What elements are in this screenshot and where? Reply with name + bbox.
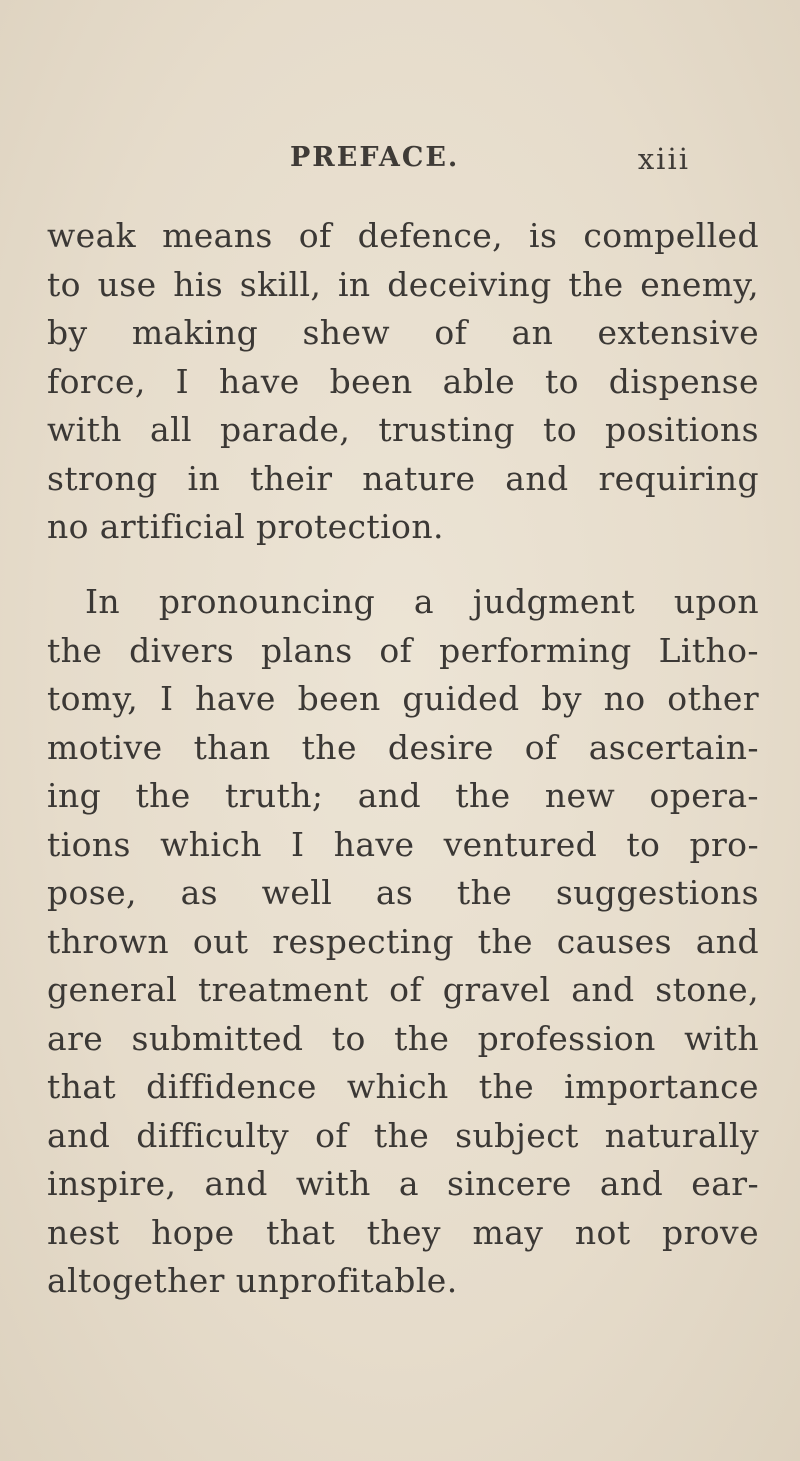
text-line: strong in their nature and requiring xyxy=(47,458,759,498)
text-line: force, I have been able to dispense xyxy=(47,361,759,401)
text-line: that diffidence which the importance xyxy=(47,1067,759,1106)
text-line: tomy, I have been guided by no other xyxy=(47,679,759,718)
text-line: motive than the desire of ascertain- xyxy=(47,727,759,767)
text-line: nest hope that they may not prove xyxy=(47,1212,759,1252)
text-line: ing the truth; and the new opera- xyxy=(47,776,759,815)
text-line: and difficulty of the subject naturally xyxy=(47,1115,759,1155)
paragraph-2 xyxy=(47,578,759,1306)
text-line: are submitted to the profession with xyxy=(47,1018,759,1058)
text-line: by making shew of an extensive xyxy=(47,313,759,352)
text-line: thrown out respecting the causes and xyxy=(47,921,759,961)
page-number: xiii xyxy=(637,142,690,176)
text-line: weak means of defence, is compelled xyxy=(47,216,759,255)
text-line: In pronouncing a judgment upon xyxy=(85,582,759,621)
text-line: inspire, and with a sincere and ear- xyxy=(47,1164,759,1203)
text-line: to use his skill, in deceiving the enemy, xyxy=(47,264,759,304)
paragraph-1 xyxy=(47,212,759,552)
running-head-title: PREFACE. xyxy=(290,142,460,173)
text-line: altogether unprofitable. xyxy=(47,1261,458,1300)
text-line: general treatment of gravel and stone, xyxy=(47,970,759,1009)
text-line: tions which I have ventured to pro- xyxy=(47,824,759,864)
text-line: no artificial protection. xyxy=(47,507,444,546)
text-line: with all parade, trusting to positions xyxy=(47,410,759,449)
running-head xyxy=(290,142,690,182)
text-line: the divers plans of performing Litho- xyxy=(47,630,759,670)
text-line: pose, as well as the suggestions xyxy=(47,873,759,912)
